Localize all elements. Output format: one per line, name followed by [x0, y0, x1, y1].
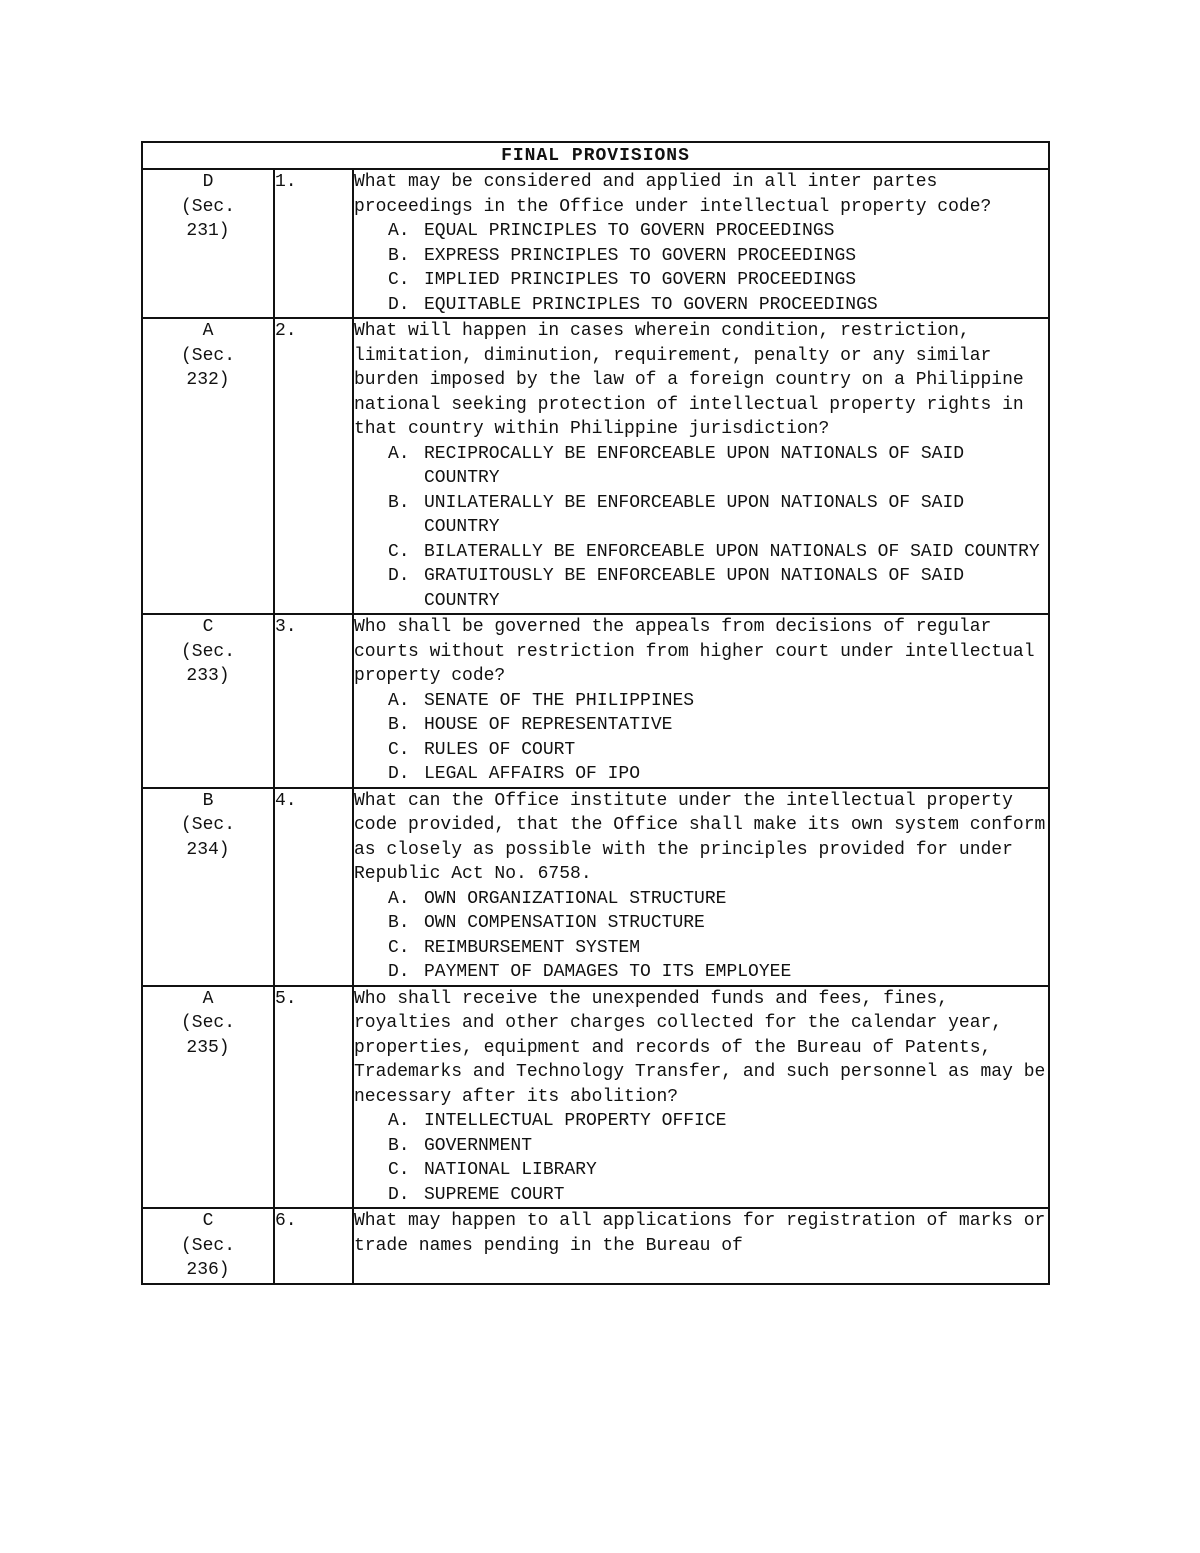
choice-text: UNILATERALLY BE ENFORCEABLE UPON NATIONALS OF SAID COUNTRY	[424, 492, 965, 537]
section-label: (Sec.	[180, 1235, 235, 1256]
choice-item	[354, 1134, 1048, 1159]
choice-list	[354, 219, 1048, 317]
question-row	[142, 318, 1049, 614]
answer-letter: A	[202, 321, 214, 341]
section-number: 231)	[186, 221, 230, 241]
choice-list	[354, 442, 1048, 614]
answer-letter: C	[202, 617, 214, 637]
choice-item	[354, 1183, 1048, 1208]
choice-item	[354, 713, 1048, 738]
choice-item	[354, 540, 1048, 565]
table-title: FINAL PROVISIONS	[142, 142, 1049, 169]
choice-text: SUPREME COURT	[424, 1184, 565, 1205]
choice-list	[354, 689, 1048, 787]
choice-item	[354, 762, 1048, 787]
choice-item	[354, 491, 1048, 540]
section-label: (Sec.	[180, 815, 235, 835]
choice-text: RULES OF COURT	[424, 739, 576, 760]
section-label: (Sec.	[180, 345, 235, 366]
choice-text: IMPLIED PRINCIPLES TO GOVERN PROCEEDINGS	[424, 270, 857, 290]
choice-letter: D.	[388, 764, 410, 784]
section-number: 235)	[186, 1037, 230, 1058]
question-text: Who shall be governed the appeals from decisions of regular courts without restriction from higher court under intellectual property code?	[354, 617, 1046, 686]
choice-letter: A.	[388, 1111, 410, 1131]
choice-text: REIMBURSEMENT SYSTEM	[424, 937, 641, 958]
section-label: (Sec.	[180, 1013, 235, 1033]
choice-text: NATIONAL LIBRARY	[424, 1160, 597, 1180]
question-number: 5.	[274, 986, 353, 1209]
question-cell	[353, 986, 1057, 1209]
choice-text: LEGAL AFFAIRS OF IPO	[424, 764, 641, 784]
question-number: 6.	[274, 1208, 353, 1284]
choice-item	[354, 1158, 1048, 1183]
choice-letter: D.	[388, 294, 410, 315]
choice-list	[354, 887, 1048, 985]
choice-letter: A.	[388, 221, 410, 241]
choice-text: PAYMENT OF DAMAGES TO ITS EMPLOYEE	[424, 962, 792, 982]
answer-letter: B	[202, 790, 214, 811]
question-number: 1.	[274, 169, 353, 318]
choice-letter: B.	[388, 1135, 410, 1156]
choice-letter: A.	[388, 888, 410, 909]
answer-key-cell	[142, 169, 274, 318]
question-text: Who shall receive the unexpended funds and fees, fines, royalties and other charges collected for the calendar year, properties, equipment and records of the Bureau of Patents, Trademarks and Technology Transfer, and such personnel as may be necessary after its abolition?	[354, 988, 1057, 1107]
choice-letter: A.	[388, 690, 410, 711]
question-row	[142, 788, 1049, 986]
choice-letter: D.	[388, 962, 410, 982]
choice-text: OWN ORGANIZATIONAL STRUCTURE	[424, 888, 727, 909]
answer-letter: A	[202, 988, 214, 1009]
table-header-row	[142, 142, 1049, 169]
choice-text: EXPRESS PRINCIPLES TO GOVERN PROCEEDINGS	[424, 245, 857, 266]
answer-key-cell	[142, 788, 274, 986]
choice-item	[354, 442, 1048, 491]
choice-list	[354, 1109, 1048, 1207]
choice-text: GOVERNMENT	[424, 1135, 533, 1156]
choice-item	[354, 1109, 1048, 1134]
choice-letter: C.	[388, 541, 410, 562]
choice-item	[354, 268, 1048, 293]
question-text: What will happen in cases wherein condition, restriction, limitation, diminution, requirement, penalty or any similar burden imposed by the law of a foreign country on a Philippine national seeking protection of intellectual property rights in that country within Philippine jurisdiction?	[354, 321, 1035, 439]
final-provisions-table	[141, 141, 1057, 1285]
answer-key-cell	[142, 614, 274, 788]
section-label: (Sec.	[180, 641, 235, 662]
question-row	[142, 169, 1049, 318]
choice-text: GRATUITOUSLY BE ENFORCEABLE UPON NATIONALS OF SAID COUNTRY	[424, 566, 965, 611]
answer-key-cell	[142, 1208, 274, 1284]
choice-item	[354, 911, 1048, 936]
question-cell	[353, 169, 1049, 318]
question-cell	[353, 318, 1049, 614]
choice-item	[354, 960, 1048, 985]
choice-letter: B.	[388, 715, 410, 735]
choice-letter: A.	[388, 443, 410, 464]
choice-item	[354, 689, 1048, 714]
question-text: What may be considered and applied in all inter partes proceedings in the Office under intellectual property code?	[354, 172, 992, 217]
question-row	[142, 986, 1049, 1209]
choice-letter: C.	[388, 270, 410, 290]
section-number: 233)	[186, 666, 230, 686]
question-number: 4.	[274, 788, 353, 986]
choice-text: SENATE OF THE PHILIPPINES	[424, 690, 695, 711]
choice-item	[354, 936, 1048, 961]
choice-item	[354, 244, 1048, 269]
answer-key-cell	[142, 318, 274, 614]
choice-letter: C.	[388, 1160, 410, 1180]
choice-letter: D.	[388, 1184, 410, 1205]
choice-letter: B.	[388, 492, 410, 513]
choice-letter: B.	[388, 913, 410, 933]
question-cell	[353, 614, 1049, 788]
choice-item	[354, 738, 1048, 763]
section-number: 232)	[186, 370, 230, 390]
answer-key-cell	[142, 986, 274, 1209]
answer-letter: C	[202, 1211, 214, 1231]
section-number: 234)	[186, 839, 230, 860]
answer-letter: D	[202, 172, 214, 192]
section-number: 236)	[186, 1260, 230, 1280]
choice-item	[354, 887, 1048, 912]
choice-letter: D.	[388, 566, 410, 586]
choice-text: INTELLECTUAL PROPERTY OFFICE	[424, 1111, 727, 1131]
question-number: 3.	[274, 614, 353, 788]
choice-text: EQUITABLE PRINCIPLES TO GOVERN PROCEEDINGS	[424, 294, 878, 315]
question-text: What can the Office institute under the intellectual property code provided, that the Office shall make its own system conform as closely as possible with the principles provided for under Republic Act No. 6758.	[354, 790, 1057, 884]
question-cell	[353, 788, 1057, 986]
choice-item	[354, 219, 1048, 244]
choice-letter: C.	[388, 937, 410, 958]
question-text: What may happen to all applications for registration of marks or trade names pending in the Bureau of	[354, 1211, 1057, 1256]
choice-letter: B.	[388, 245, 410, 266]
choice-text: EQUAL PRINCIPLES TO GOVERN PROCEEDINGS	[424, 221, 835, 241]
question-row	[142, 614, 1049, 788]
choice-text: BILATERALLY BE ENFORCEABLE UPON NATIONALS OF SAID COUNTRY	[424, 541, 1040, 562]
question-row	[142, 1208, 1049, 1284]
question-cell	[353, 1208, 1057, 1284]
choice-item	[354, 293, 1048, 318]
question-number: 2.	[274, 318, 353, 614]
choice-item	[354, 564, 1048, 613]
choice-text: HOUSE OF REPRESENTATIVE	[424, 715, 673, 735]
section-label: (Sec.	[180, 196, 235, 217]
choice-text: OWN COMPENSATION STRUCTURE	[424, 913, 705, 933]
choice-letter: C.	[388, 739, 410, 760]
question-rows	[142, 169, 1057, 1284]
choice-text: RECIPROCALLY BE ENFORCEABLE UPON NATIONALS OF SAID COUNTRY	[424, 443, 965, 488]
